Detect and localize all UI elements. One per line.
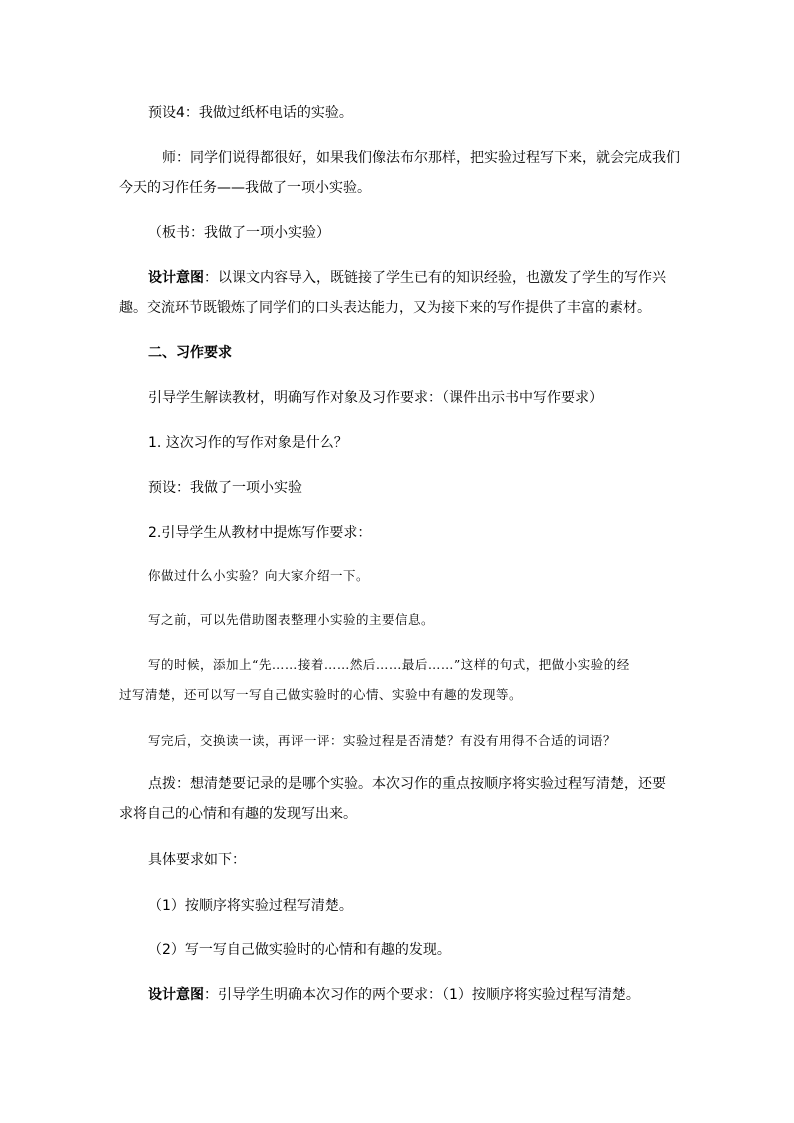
section-heading: 二、习作要求 xyxy=(148,345,232,361)
paragraph-preset-4: 预设4：我做过纸杯电话的实验。 xyxy=(148,105,353,121)
design-intent-2-text: ：引导学生明确本次习作的两个要求：（1）按顺序将实验过程写清楚。 xyxy=(204,987,640,1003)
guidance-line-1: 点拨：想清楚要记录的是哪个实验。本次习作的重点按顺序将实验过程写清楚，还要 xyxy=(148,776,666,792)
requirement-2: （2）写一写自己做实验时的心情和有趣的发现。 xyxy=(148,942,451,958)
textbook-requirement-3-line-1: 写的时候，添加上“先……接着……然后……最后……”这样的句式，把做小实验的经 xyxy=(148,657,630,672)
blackboard-note: （板书：我做了一项小实验） xyxy=(148,225,330,241)
design-intent-2 xyxy=(148,985,640,1005)
question-2: 2.引导学生从教材中提炼写作要求： xyxy=(148,525,372,541)
question-1: 1. 这次习作的写作对象是什么？ xyxy=(148,435,348,451)
design-intent-2-label: 设计意图 xyxy=(148,987,204,1003)
specific-requirements-heading: 具体要求如下： xyxy=(148,852,246,868)
teacher-remark-line-1: 师：同学们说得都很好，如果我们像法布尔那样，把实验过程写下来，就会完成我们 xyxy=(162,150,680,166)
requirement-1: （1）按顺序将实验过程写清楚。 xyxy=(148,898,353,914)
design-intent-label: 设计意图 xyxy=(148,270,204,286)
textbook-requirement-3-line-2: 过写清楚，还可以写一写自己做实验时的心情、实验中有趣的发现等。 xyxy=(119,687,523,702)
textbook-requirement-4: 写完后，交换读一读，再评一评：实验过程是否清楚？有没有用得不合适的词语？ xyxy=(148,733,617,748)
preset-answer: 预设：我做了一项小实验 xyxy=(148,480,302,496)
guidance-line-2: 求将自己的心情和有趣的发现写出来。 xyxy=(119,806,357,822)
teacher-remark-line-2: 今天的习作任务——我做了一项小实验。 xyxy=(119,180,371,196)
design-intent-line-1 xyxy=(148,268,666,288)
textbook-requirement-1: 你做过什么小实验？向大家介绍一下。 xyxy=(148,568,370,583)
design-intent-line-2: 趣。交流环节既锻炼了同学们的口头表达能力，又为接下来的写作提供了丰富的素材。 xyxy=(119,300,651,316)
design-intent-text: ：以课文内容导入，既链接了学生已有的知识经验，也激发了学生的写作兴 xyxy=(204,270,666,286)
textbook-requirement-2: 写之前，可以先借助图表整理小实验的主要信息。 xyxy=(148,612,435,627)
guide-paragraph: 引导学生解读教材，明确写作对象及习作要求：（课件出示书中写作要求） xyxy=(148,390,603,406)
